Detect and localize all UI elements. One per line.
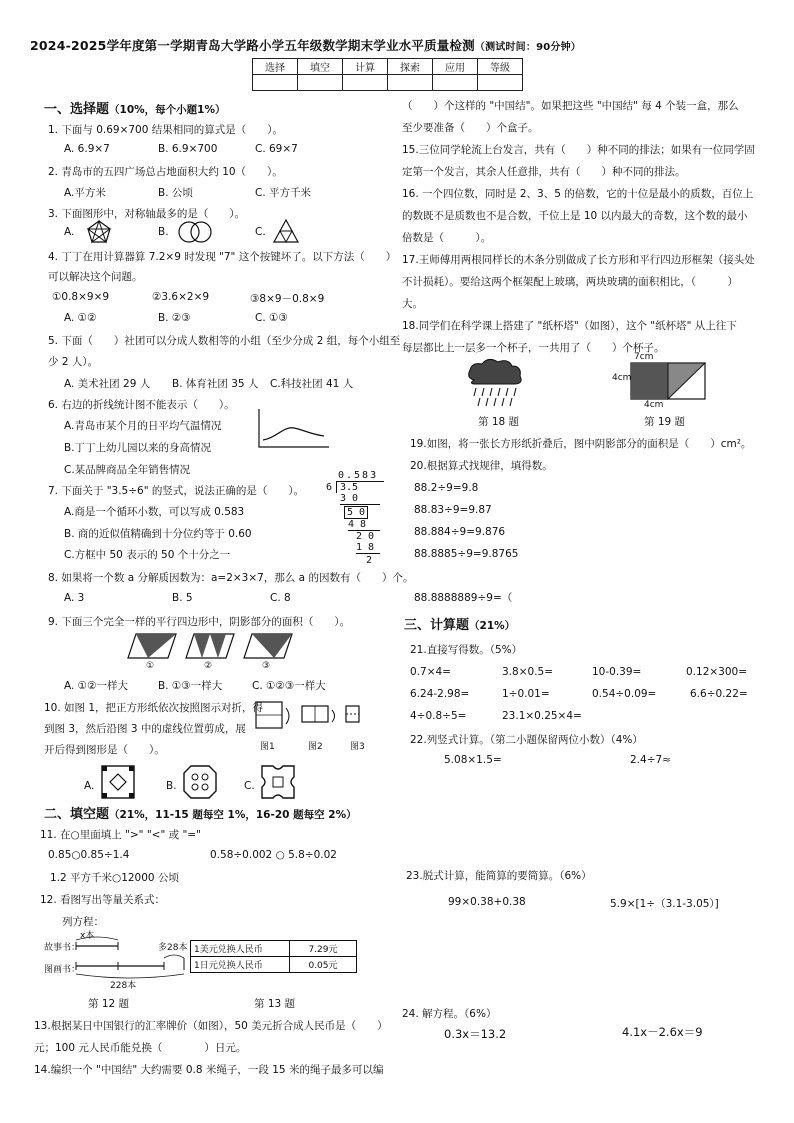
- score-col-header: 计算: [343, 59, 388, 75]
- q9-option-c[interactable]: C. ①②③一样大: [252, 680, 326, 692]
- q5-stem-2: 少 2 人）。: [48, 356, 99, 368]
- division-row: 2 0: [356, 531, 375, 542]
- q23-item[interactable]: 5.9×[1÷（3.1-3.05）]: [610, 898, 719, 910]
- q21-item[interactable]: 23.1×0.25×4=: [502, 710, 582, 722]
- q14-stem-1: 14.编织一个 "中国结" 大约需要 0.8 米绳子，一段 15 米的绳子最多可以编: [34, 1064, 384, 1076]
- q5-option-c[interactable]: C.科技社团 41 人: [270, 378, 354, 390]
- q17-stem-1: 17.王师傅用两根同样长的木条分别做成了长方形和平行四边形框架（接头处: [402, 254, 755, 266]
- score-col-header: 探索: [388, 59, 433, 75]
- q17-stem-3: 大。: [402, 298, 423, 310]
- q21-item[interactable]: 6.24-2.98=: [410, 688, 470, 700]
- q21-item[interactable]: 0.54÷0.09=: [592, 688, 657, 700]
- score-cell[interactable]: [478, 75, 523, 91]
- q10-stem-1: 10. 如图 1，把正方形纸依次按照图示对折，得: [44, 702, 264, 714]
- q9-fig-label: ①: [146, 661, 155, 671]
- score-cell[interactable]: [253, 75, 298, 91]
- q4-method-1: ①0.8×9×9: [52, 291, 110, 303]
- cut-shape-a-figure: [100, 764, 136, 800]
- star-pentagon-icon: [86, 219, 112, 245]
- q12-equation-label: 列方程：: [62, 916, 104, 928]
- q10-stem-2: 到图 3，然后沿图 3 中的虚线位置剪成，展: [44, 723, 246, 735]
- q21-item[interactable]: 0.7×4=: [410, 666, 451, 678]
- score-cell[interactable]: [343, 75, 388, 91]
- score-header-row: [253, 59, 523, 75]
- q10-fig-label: 图3: [350, 742, 365, 752]
- q1-option-b[interactable]: B. 6.9×700: [158, 143, 218, 155]
- q6-stem: 6. 右边的折线统计图不能表示（ ）。: [48, 399, 235, 411]
- q8-stem: 8. 如果将一个数 a 分解质因数为：a=2×3×7，那么 a 的因数有（ ）个。: [48, 572, 414, 584]
- q10-stem-3: 开后得到图形是（ ）。: [44, 744, 165, 756]
- score-table: [252, 58, 523, 91]
- q11-item-2[interactable]: 0.58÷0.002 ○ 5.8÷0.02: [210, 849, 337, 861]
- q3-stem: 3. 下面图形中，对称轴最多的是（ ）。: [48, 208, 246, 220]
- q20-item: 88.884÷9=9.876: [414, 526, 506, 538]
- q18-stem-2: 每层都比上一层多一个杯子，一共用了（ ）个杯子。: [402, 342, 665, 354]
- section-2-title: 二、填空题: [44, 807, 110, 822]
- q21-item[interactable]: 1÷0.01=: [502, 688, 550, 700]
- score-col-header: 等级: [478, 59, 523, 75]
- section-1-heading: [44, 98, 225, 117]
- q8-option-c[interactable]: C. 8: [270, 592, 291, 604]
- q13-stem-1: 13.根据某日中国银行的汇率牌价（如图），50 美元折合成人民币是（ ）: [34, 1020, 388, 1032]
- q8-option-b[interactable]: B. 5: [172, 592, 193, 604]
- q24-item[interactable]: 4.1x－2.6x＝9: [622, 1025, 703, 1039]
- q6-option-a[interactable]: A.青岛市某个月的日平均气温情况: [64, 420, 222, 432]
- picture-book-label: 图画书：: [44, 965, 81, 975]
- division-quotient: 0.583: [338, 470, 379, 481]
- q18-stem-1: 18.同学们在科学课上搭建了 "纸杯塔"（如图），这个 "纸杯塔" 从上往下: [402, 320, 737, 332]
- q8-option-a[interactable]: A. 3: [64, 592, 85, 604]
- q4-stem-1: 4. 丁丁在用计算器算 7.2×9 时发现 "7" 这个按键坏了。以下方法（ ）: [48, 251, 397, 263]
- q16-stem-2: 的数既不是质数也不是合数，千位上是 10 以内最大的奇数，这个数的最小: [402, 210, 748, 222]
- q9-stem: 9. 下面三个完全一样的平行四边形中，阴影部分的面积（ ）。: [48, 616, 351, 628]
- division-divisor: 6: [326, 482, 333, 493]
- q22-stem: 22.列竖式计算。（第二小题保留两位小数）（4%）: [410, 734, 643, 746]
- q21-item[interactable]: 0.12×300=: [686, 666, 748, 678]
- score-cell[interactable]: [388, 75, 433, 91]
- q21-item[interactable]: 4÷0.8÷5=: [410, 710, 467, 722]
- q24-stem: 24. 解方程。（6%）: [402, 1008, 497, 1020]
- rate-value: 0.05元: [290, 957, 357, 973]
- fig18-caption: 第 18 题: [478, 416, 520, 428]
- score-blank-row: [253, 75, 523, 91]
- q19-stem: 19.如图，将一张长方形纸折叠后，图中阴影部分的面积是（ ）cm²。: [410, 438, 752, 450]
- folded-rectangle-figure: [630, 362, 710, 402]
- more-28-label: 多28本: [158, 943, 188, 953]
- q2-stem-text: 2. 青岛市的五四广场总占地面积大约 10（ ）。: [48, 166, 283, 178]
- x-books-label: x本: [80, 931, 95, 941]
- exchange-row: [191, 957, 357, 973]
- section-1-title: 一、选择题: [44, 102, 110, 117]
- score-col-header: 选择: [253, 59, 298, 75]
- q10-option-b[interactable]: B.: [166, 780, 177, 792]
- q21-item[interactable]: 10-0.39=: [592, 666, 642, 678]
- q24-item[interactable]: 0.3x＝13.2: [444, 1027, 507, 1041]
- q15-stem-2: 定第一个发言，其余人任意排，共有（ ）种不同的排法。: [402, 166, 686, 178]
- q10-option-a[interactable]: A.: [84, 780, 95, 792]
- line-chart-sketch: [258, 408, 330, 448]
- exchange-rate-table: [190, 940, 357, 973]
- q23-stem: 23.脱式计算，能简算的要简算。（6%）: [406, 870, 592, 882]
- currency-name: 1美元兑换人民币: [191, 941, 290, 957]
- fig19-caption: 第 19 题: [644, 416, 686, 428]
- q2-option-c[interactable]: C. 平方千米: [255, 187, 312, 199]
- division-row: 1 8: [356, 542, 380, 554]
- line-segment-diagram: [74, 936, 190, 980]
- q23-item[interactable]: 99×0.38+0.38: [448, 896, 526, 908]
- q21-item[interactable]: 3.8×0.5=: [502, 666, 553, 678]
- exam-title: [30, 36, 770, 54]
- fig19-width-label: 7cm: [634, 352, 654, 362]
- q10-option-c[interactable]: C.: [244, 780, 255, 792]
- q22-item[interactable]: 5.08×1.5=: [444, 754, 502, 766]
- exchange-row: [191, 941, 357, 957]
- section-1-note: （10%，每个小题1%）: [109, 104, 226, 116]
- section-3-note: （21%）: [469, 620, 516, 632]
- fig19-bottom-label: 4cm: [644, 400, 664, 410]
- q20-answer-item[interactable]: 88.8888889÷9=（: [414, 592, 513, 604]
- q10-fig-label: 图1: [260, 742, 275, 752]
- score-cell[interactable]: [298, 75, 343, 91]
- q21-item[interactable]: 6.6÷0.22=: [690, 688, 748, 700]
- q11-item-1[interactable]: 0.85○0.85÷1.4: [48, 849, 130, 861]
- q11-stem: 11. 在○里面填上 ">" "<" 或 "=": [40, 829, 201, 841]
- section-2-note: （21%，11-15 题每空 1%，16-20 题每空 2%）: [109, 809, 357, 821]
- q16-stem-1: 16. 一个四位数，同时是 2、3、5 的倍数，它的十位是最小的质数，百位上: [402, 188, 754, 200]
- title-text: 2024-2025学年度第一学期青岛大学路小学五年级数学期末学业水平质量检测: [30, 38, 475, 53]
- q21-stem: 21.直接写得数。（5%）: [410, 644, 523, 656]
- q10-fig-label: 图2: [308, 742, 323, 752]
- currency-name: 1日元兑换人民币: [191, 957, 290, 973]
- fig12-caption: 第 12 题: [88, 998, 130, 1010]
- q5-stem-1: 5. 下面（ ）社团可以分成人数相等的小组（至少分成 2 组，每个小组至: [48, 335, 401, 347]
- cut-shape-b-figure: [182, 764, 218, 800]
- q3-option-a[interactable]: A.: [64, 226, 75, 238]
- q6-option-b[interactable]: B.丁丁上幼儿园以来的身高情况: [64, 442, 212, 454]
- q1-option-a[interactable]: A. 6.9×7: [64, 143, 110, 155]
- score-col-header: 填空: [298, 59, 343, 75]
- triangle-in-triangle-icon: [272, 218, 300, 244]
- q12-stem: 12. 看图写出等量关系式：: [40, 894, 166, 906]
- q4-option-c[interactable]: C. ①③: [255, 312, 288, 324]
- parallelogram-figures: [128, 634, 298, 662]
- score-cell[interactable]: [433, 75, 478, 91]
- q9-option-b[interactable]: B. ①③一样大: [158, 680, 223, 692]
- cut-shape-c-figure: [260, 764, 296, 800]
- q4-option-a[interactable]: A. ①②: [64, 312, 97, 324]
- q4-option-b[interactable]: B. ②③: [158, 312, 191, 324]
- q20-item: 88.83÷9=9.87: [414, 504, 492, 516]
- q9-option-a[interactable]: A. ①②一样大: [64, 680, 128, 692]
- division-row: 2: [366, 555, 373, 566]
- q3-option-c[interactable]: C.: [255, 226, 266, 238]
- story-book-label: 故事书：: [44, 943, 81, 953]
- q20-item: 88.8885÷9=9.8765: [414, 548, 519, 560]
- q2-option-a[interactable]: A.平方米: [64, 187, 106, 199]
- score-col-header: 应用: [433, 59, 478, 75]
- q4-method-3: ③8×9－0.8×9: [250, 293, 325, 305]
- q1-stem: 1. 下面与 0.69×700 结果相同的算式是（ ）。: [48, 124, 283, 136]
- q4-method-2: ②3.6×2×9: [152, 291, 210, 303]
- q4-stem-2: 可以解决这个问题。: [48, 271, 143, 283]
- q17-stem-2: 不计损耗）。要给这两个框架配上玻璃，两块玻璃的面积相比，（ ）: [402, 276, 738, 288]
- q1-option-c[interactable]: C. 69×7: [255, 143, 298, 155]
- paper-cup-tower-figure: [462, 356, 532, 408]
- two-circles-icon: [178, 220, 212, 244]
- rate-value: 7.29元: [290, 941, 357, 957]
- section-3-heading: [404, 614, 515, 633]
- section-3-title: 三、计算题: [404, 618, 470, 633]
- q3-option-b[interactable]: B.: [158, 226, 169, 238]
- q14-stem-2: （ ）个这样的 "中国结"。如果把这些 "中国结" 每 4 个装一盒，那么: [402, 100, 739, 112]
- q16-stem-3: 倍数是（ ）。: [402, 232, 492, 244]
- folding-steps-figure: [254, 698, 374, 738]
- total-228-label: 228本: [110, 981, 137, 991]
- fig19-height-label: 4cm: [612, 373, 632, 383]
- q9-fig-label: ③: [262, 661, 271, 671]
- division-row: 3 0: [340, 493, 380, 505]
- q5-option-b[interactable]: B. 体育社团 35 人: [172, 378, 259, 390]
- q6-option-c[interactable]: C.某品牌商品全年销售情况: [64, 464, 191, 476]
- q7-stem: 7. 下面关于 "3.5÷6" 的竖式，说法正确的是（ ）。: [48, 485, 305, 497]
- q5-option-a[interactable]: A. 美术社团 29 人: [64, 378, 151, 390]
- q20-stem: 20.根据算式找规律，填得数。: [410, 460, 553, 472]
- long-division: [326, 470, 386, 570]
- test-time-note: （测试时间：90分钟）: [474, 42, 581, 53]
- q11-item-3[interactable]: 1.2 平方千米○12000 公顷: [50, 872, 179, 884]
- fig13-caption: 第 13 题: [254, 998, 296, 1010]
- q13-stem-2: 元；100 元人民币能兑换（ ）日元。: [34, 1042, 247, 1054]
- q7-option-c[interactable]: C.方框中 50 表示的 50 个十分之一: [64, 549, 231, 561]
- division-boxed-row: 5 0: [344, 506, 368, 519]
- q2-option-b[interactable]: B. 公顷: [158, 187, 193, 199]
- q7-option-a[interactable]: A.商是一个循环小数，可以写成 0.583: [64, 506, 245, 518]
- q22-item[interactable]: 2.4÷7≈: [630, 754, 671, 766]
- section-2-heading: [44, 803, 357, 822]
- division-row: 4 8: [348, 519, 380, 531]
- division-dividend: 3.5: [336, 481, 384, 493]
- q7-option-b[interactable]: B. 商的近似值精确到十分位约等于 0.60: [64, 528, 252, 540]
- q14-stem-3: 至少要准备（ ）个盒子。: [402, 122, 539, 134]
- q9-fig-label: ②: [204, 661, 213, 671]
- q20-item: 88.2÷9=9.8: [414, 482, 479, 494]
- q15-stem-1: 15.三位同学轮流上台发言，共有（ ）种不同的排法；如果有一位同学固: [402, 144, 755, 156]
